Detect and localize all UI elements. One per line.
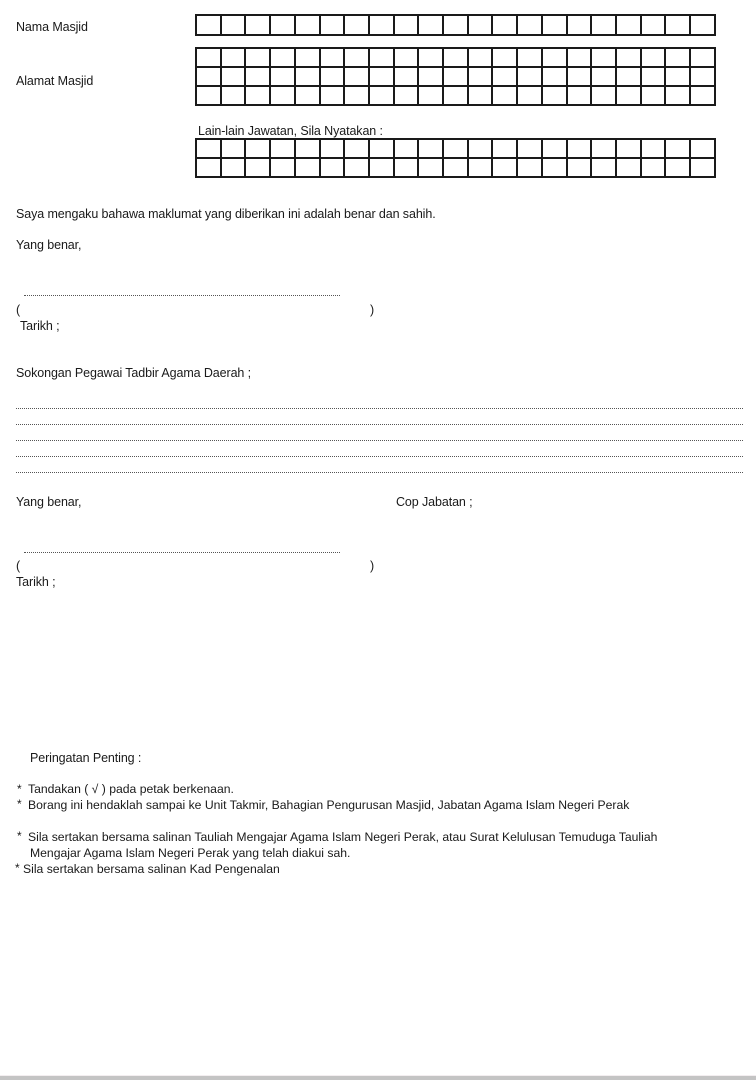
support-comment-line[interactable] xyxy=(16,472,743,473)
char-box[interactable] xyxy=(591,15,616,35)
char-box[interactable] xyxy=(591,158,616,177)
grid-row xyxy=(196,86,715,105)
char-box[interactable] xyxy=(270,67,295,86)
char-box[interactable] xyxy=(492,158,517,177)
char-box[interactable] xyxy=(270,139,295,158)
char-box[interactable] xyxy=(221,15,246,35)
char-box[interactable] xyxy=(394,86,419,105)
nama-masjid-label: Nama Masjid xyxy=(16,20,88,34)
char-box[interactable] xyxy=(591,48,616,67)
char-box[interactable] xyxy=(221,48,246,67)
char-box[interactable] xyxy=(245,15,270,35)
char-box[interactable] xyxy=(245,86,270,105)
char-box[interactable] xyxy=(591,67,616,86)
char-box[interactable] xyxy=(418,48,443,67)
char-box[interactable] xyxy=(270,158,295,177)
char-box[interactable] xyxy=(295,48,320,67)
char-box[interactable] xyxy=(542,48,567,67)
nama-masjid-grid[interactable] xyxy=(195,14,716,36)
char-box[interactable] xyxy=(344,67,369,86)
char-box[interactable] xyxy=(295,139,320,158)
char-box[interactable] xyxy=(245,67,270,86)
char-box[interactable] xyxy=(344,158,369,177)
char-box[interactable] xyxy=(221,139,246,158)
char-box[interactable] xyxy=(641,15,666,35)
char-box[interactable] xyxy=(542,139,567,158)
note-item: Sila sertakan bersama salinan Kad Pengenalan xyxy=(23,862,280,876)
note-item: Tandakan ( √ ) pada petak berkenaan. xyxy=(28,782,234,796)
char-box[interactable] xyxy=(418,15,443,35)
char-box[interactable] xyxy=(567,67,592,86)
char-box[interactable] xyxy=(665,139,690,158)
char-box[interactable] xyxy=(492,139,517,158)
char-box[interactable] xyxy=(517,158,542,177)
applicant-paren-close: ) xyxy=(370,303,375,317)
char-box[interactable] xyxy=(221,158,246,177)
support-comment-line[interactable] xyxy=(16,424,743,425)
char-box[interactable] xyxy=(690,139,715,158)
char-box[interactable] xyxy=(468,67,493,86)
char-box[interactable] xyxy=(418,139,443,158)
bullet-icon: * xyxy=(17,797,22,811)
char-box[interactable] xyxy=(665,67,690,86)
char-box[interactable] xyxy=(665,15,690,35)
char-box[interactable] xyxy=(394,48,419,67)
char-box[interactable] xyxy=(196,15,221,35)
applicant-paren-open: ( xyxy=(16,303,21,317)
applicant-date-label: Tarikh ; xyxy=(20,319,60,333)
char-box[interactable] xyxy=(665,48,690,67)
char-box[interactable] xyxy=(641,67,666,86)
officer-paren-open: ( xyxy=(16,559,21,573)
char-box[interactable] xyxy=(665,158,690,177)
char-box[interactable] xyxy=(641,139,666,158)
char-box[interactable] xyxy=(196,139,221,158)
char-box[interactable] xyxy=(344,48,369,67)
char-box[interactable] xyxy=(196,86,221,105)
char-box[interactable] xyxy=(542,15,567,35)
char-box[interactable] xyxy=(468,86,493,105)
stamp-label: Cop Jabatan ; xyxy=(396,495,473,509)
char-box[interactable] xyxy=(344,86,369,105)
bullet-icon: * xyxy=(17,829,22,843)
char-box[interactable] xyxy=(641,48,666,67)
char-box[interactable] xyxy=(567,48,592,67)
char-box[interactable] xyxy=(690,158,715,177)
char-box[interactable] xyxy=(567,86,592,105)
char-box[interactable] xyxy=(616,86,641,105)
lain-lain-grid[interactable] xyxy=(195,138,716,178)
char-box[interactable] xyxy=(690,48,715,67)
char-box[interactable] xyxy=(295,86,320,105)
officer-paren-close: ) xyxy=(370,559,375,573)
char-box[interactable] xyxy=(369,86,394,105)
char-box[interactable] xyxy=(344,15,369,35)
char-box[interactable] xyxy=(616,158,641,177)
char-box[interactable] xyxy=(690,86,715,105)
char-box[interactable] xyxy=(394,15,419,35)
char-box[interactable] xyxy=(369,67,394,86)
char-box[interactable] xyxy=(418,86,443,105)
char-box[interactable] xyxy=(492,48,517,67)
char-box[interactable] xyxy=(221,86,246,105)
char-box[interactable] xyxy=(443,139,468,158)
char-box[interactable] xyxy=(295,67,320,86)
officer-date-label: Tarikh ; xyxy=(16,575,56,589)
char-box[interactable] xyxy=(690,67,715,86)
char-box[interactable] xyxy=(245,48,270,67)
char-box[interactable] xyxy=(567,139,592,158)
lain-lain-label: Lain-lain Jawatan, Sila Nyatakan : xyxy=(198,124,383,138)
note-item: Borang ini hendaklah sampai ke Unit Takmir, Bahagian Pengurusan Masjid, Jabatan Agama Islam Negeri Perak xyxy=(28,798,630,812)
char-box[interactable] xyxy=(492,86,517,105)
char-box[interactable] xyxy=(369,15,394,35)
alamat-masjid-grid[interactable] xyxy=(195,47,716,106)
notes-heading: Peringatan Penting : xyxy=(30,751,142,765)
char-box[interactable] xyxy=(443,48,468,67)
char-box[interactable] xyxy=(517,67,542,86)
grid-row xyxy=(196,48,715,67)
char-box[interactable] xyxy=(542,67,567,86)
declaration-text: Saya mengaku bahawa maklumat yang diberikan ini adalah benar dan sahih. xyxy=(16,207,436,221)
char-box[interactable] xyxy=(517,86,542,105)
support-comment-line[interactable] xyxy=(16,440,743,441)
applicant-closing: Yang benar, xyxy=(16,238,82,252)
grid-row xyxy=(196,15,715,35)
char-box[interactable] xyxy=(295,158,320,177)
char-box[interactable] xyxy=(320,48,345,67)
char-box[interactable] xyxy=(270,15,295,35)
bullet-icon: * xyxy=(15,861,20,875)
char-box[interactable] xyxy=(567,158,592,177)
char-box[interactable] xyxy=(295,15,320,35)
char-box[interactable] xyxy=(320,139,345,158)
char-box[interactable] xyxy=(320,15,345,35)
page-bottom-edge xyxy=(0,1075,756,1080)
grid-row xyxy=(196,139,715,158)
char-box[interactable] xyxy=(320,86,345,105)
char-box[interactable] xyxy=(517,48,542,67)
char-box[interactable] xyxy=(270,86,295,105)
char-box[interactable] xyxy=(369,48,394,67)
support-comment-line[interactable] xyxy=(16,408,743,409)
alamat-masjid-label: Alamat Masjid xyxy=(16,74,94,88)
char-box[interactable] xyxy=(320,158,345,177)
char-box[interactable] xyxy=(616,67,641,86)
char-box[interactable] xyxy=(270,48,295,67)
grid-row xyxy=(196,158,715,177)
char-box[interactable] xyxy=(468,15,493,35)
char-box[interactable] xyxy=(245,158,270,177)
char-box[interactable] xyxy=(641,158,666,177)
officer-signature-line[interactable] xyxy=(24,552,340,553)
char-box[interactable] xyxy=(591,86,616,105)
note-item-continuation: Mengajar Agama Islam Negeri Perak yang telah diakui sah. xyxy=(30,846,351,860)
char-box[interactable] xyxy=(245,139,270,158)
char-box[interactable] xyxy=(418,158,443,177)
char-box[interactable] xyxy=(443,158,468,177)
char-box[interactable] xyxy=(394,139,419,158)
char-box[interactable] xyxy=(443,15,468,35)
applicant-signature-line[interactable] xyxy=(24,295,340,296)
char-box[interactable] xyxy=(369,158,394,177)
char-box[interactable] xyxy=(542,86,567,105)
char-box[interactable] xyxy=(517,139,542,158)
char-box[interactable] xyxy=(468,48,493,67)
grid-row xyxy=(196,67,715,86)
char-box[interactable] xyxy=(443,67,468,86)
char-box[interactable] xyxy=(591,139,616,158)
char-box[interactable] xyxy=(492,15,517,35)
char-box[interactable] xyxy=(344,139,369,158)
note-item: Sila sertakan bersama salinan Tauliah Mengajar Agama Islam Negeri Perak, atau Surat Kelulusan Temuduga Tauliah xyxy=(28,830,658,844)
char-box[interactable] xyxy=(492,67,517,86)
char-box[interactable] xyxy=(641,86,666,105)
char-box[interactable] xyxy=(320,67,345,86)
char-box[interactable] xyxy=(665,86,690,105)
officer-closing: Yang benar, xyxy=(16,495,82,509)
char-box[interactable] xyxy=(418,67,443,86)
char-box[interactable] xyxy=(690,15,715,35)
support-comment-line[interactable] xyxy=(16,456,743,457)
char-box[interactable] xyxy=(517,15,542,35)
char-box[interactable] xyxy=(221,67,246,86)
char-box[interactable] xyxy=(468,139,493,158)
char-box[interactable] xyxy=(443,86,468,105)
char-box[interactable] xyxy=(369,139,394,158)
char-box[interactable] xyxy=(468,158,493,177)
char-box[interactable] xyxy=(394,67,419,86)
char-box[interactable] xyxy=(196,158,221,177)
char-box[interactable] xyxy=(196,67,221,86)
char-box[interactable] xyxy=(616,139,641,158)
char-box[interactable] xyxy=(567,15,592,35)
char-box[interactable] xyxy=(196,48,221,67)
support-heading: Sokongan Pegawai Tadbir Agama Daerah ; xyxy=(16,366,252,380)
char-box[interactable] xyxy=(542,158,567,177)
char-box[interactable] xyxy=(394,158,419,177)
char-box[interactable] xyxy=(616,15,641,35)
bullet-icon: * xyxy=(17,782,22,796)
char-box[interactable] xyxy=(616,48,641,67)
